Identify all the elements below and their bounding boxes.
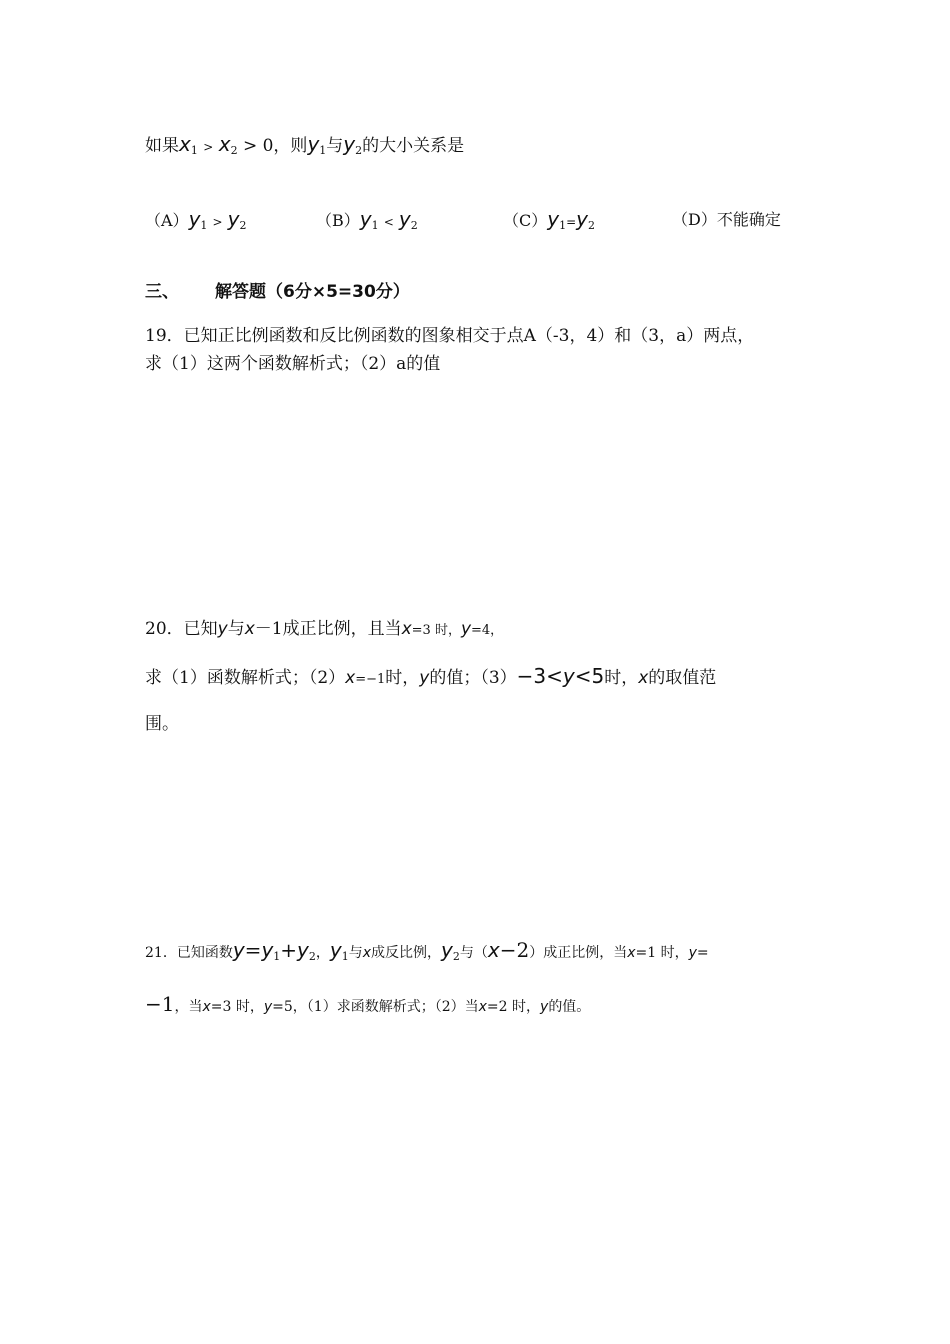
var-x: x	[218, 132, 231, 156]
var-y: y	[398, 207, 411, 231]
text: =5，（1）求函数解析式；（2）当	[272, 999, 479, 1015]
var-x: x	[487, 938, 500, 962]
q18-option-b	[316, 207, 418, 232]
var-y: y	[261, 938, 274, 962]
text: 成反比例，	[371, 945, 442, 961]
option-label: （A）	[145, 211, 189, 230]
var-y: y	[419, 668, 430, 688]
var-y: y	[329, 938, 342, 962]
text: 21．已知函数	[145, 945, 233, 961]
sub: 1	[190, 144, 198, 157]
text: =1 时，	[635, 945, 689, 961]
var-y: y	[441, 938, 453, 962]
text: 如果	[145, 136, 179, 156]
lt: <	[383, 215, 394, 229]
var-y: y	[576, 207, 588, 231]
var-y: y	[188, 207, 201, 231]
q18-option-c	[503, 207, 595, 232]
var-y: y	[688, 945, 697, 961]
sub: 1	[371, 219, 379, 232]
text: =3 时，	[210, 999, 264, 1015]
q21-line1	[145, 938, 709, 969]
text: =3 时，	[411, 623, 461, 638]
eq: =	[566, 215, 577, 229]
q21-line2	[145, 992, 590, 1019]
text: ，	[315, 945, 330, 961]
text: 的值。	[548, 999, 591, 1015]
var-y: y	[307, 132, 320, 156]
var-x: x	[345, 668, 356, 688]
var-y: y	[217, 619, 228, 639]
var-y: y	[227, 207, 240, 231]
text: 求（1）函数解析式；（2）	[145, 668, 346, 688]
text: <5	[574, 664, 605, 688]
var-x: x	[362, 945, 372, 961]
text: −2	[499, 938, 530, 962]
text: －1	[254, 619, 283, 639]
text: =4，	[471, 623, 504, 638]
section-heading	[145, 280, 410, 304]
section-number: 三、	[145, 282, 179, 302]
gt: >	[203, 140, 214, 154]
text: ，当	[174, 999, 203, 1015]
text: 与	[326, 136, 344, 156]
sub: 2	[452, 950, 460, 963]
sub: 2	[355, 144, 363, 157]
text: 成正比例，且当	[282, 619, 402, 639]
var-y: y	[263, 999, 273, 1015]
sub: 2	[239, 219, 247, 232]
q20-line2	[145, 664, 716, 692]
var-y: y	[547, 207, 560, 231]
text: =2 时，	[486, 999, 541, 1015]
q18-option-d: （D）不能确定	[672, 210, 781, 229]
option-label: （B）	[316, 211, 360, 230]
text: =−1	[355, 672, 386, 687]
q18-option-a	[145, 207, 247, 232]
text: > 0，则	[242, 136, 308, 156]
gt: >	[212, 215, 223, 229]
text: =	[244, 938, 262, 962]
text: 与	[348, 945, 363, 961]
q18-stem	[145, 132, 464, 163]
sub: 1	[559, 219, 567, 232]
q19-line2: 求（1）这两个函数解析式；（2）a的值	[145, 354, 441, 374]
var-x: x	[478, 999, 487, 1015]
sub: 2	[410, 219, 418, 232]
text: =	[696, 945, 709, 961]
var-x: x	[401, 619, 412, 639]
option-label: （C）	[503, 211, 548, 230]
text: 的取值范	[648, 668, 717, 688]
var-y: y	[359, 207, 372, 231]
sub: 1	[200, 219, 208, 232]
var-y: y	[232, 938, 245, 962]
text: 时，	[604, 668, 639, 688]
text: 与	[227, 619, 245, 639]
section-title: 解答题（6分×5=30分）	[215, 282, 410, 302]
text: +	[280, 938, 298, 962]
var-x: x	[179, 132, 191, 156]
var-x: x	[202, 999, 211, 1015]
q20-line3: 围。	[145, 714, 179, 734]
q20-line1	[145, 617, 503, 643]
var-x: x	[244, 619, 255, 639]
var-y: y	[540, 999, 549, 1015]
text: 时，	[385, 668, 420, 688]
var-x: x	[638, 668, 649, 688]
var-y: y	[343, 132, 356, 156]
var-x: x	[627, 945, 636, 961]
sub: 1	[273, 950, 281, 963]
sub: 2	[308, 950, 316, 963]
var-y: y	[562, 664, 575, 688]
text: 的大小关系是	[362, 136, 465, 156]
sub: 2	[230, 144, 238, 157]
text: 与（	[459, 945, 488, 961]
text: 的值；（3）	[429, 668, 517, 688]
var-y: y	[297, 938, 309, 962]
text: −3<	[516, 664, 563, 688]
var-y: y	[460, 619, 472, 639]
sub: 1	[319, 144, 327, 157]
sub: 1	[341, 950, 349, 963]
text: −1	[145, 992, 175, 1016]
sub: 2	[588, 219, 595, 232]
text: 20．已知	[145, 619, 218, 639]
q19-line1: 19．已知正比例函数和反比例函数的图象相交于点A（-3，4）和（3，a）两点，	[145, 326, 755, 346]
text: ）成正比例，当	[529, 945, 628, 961]
